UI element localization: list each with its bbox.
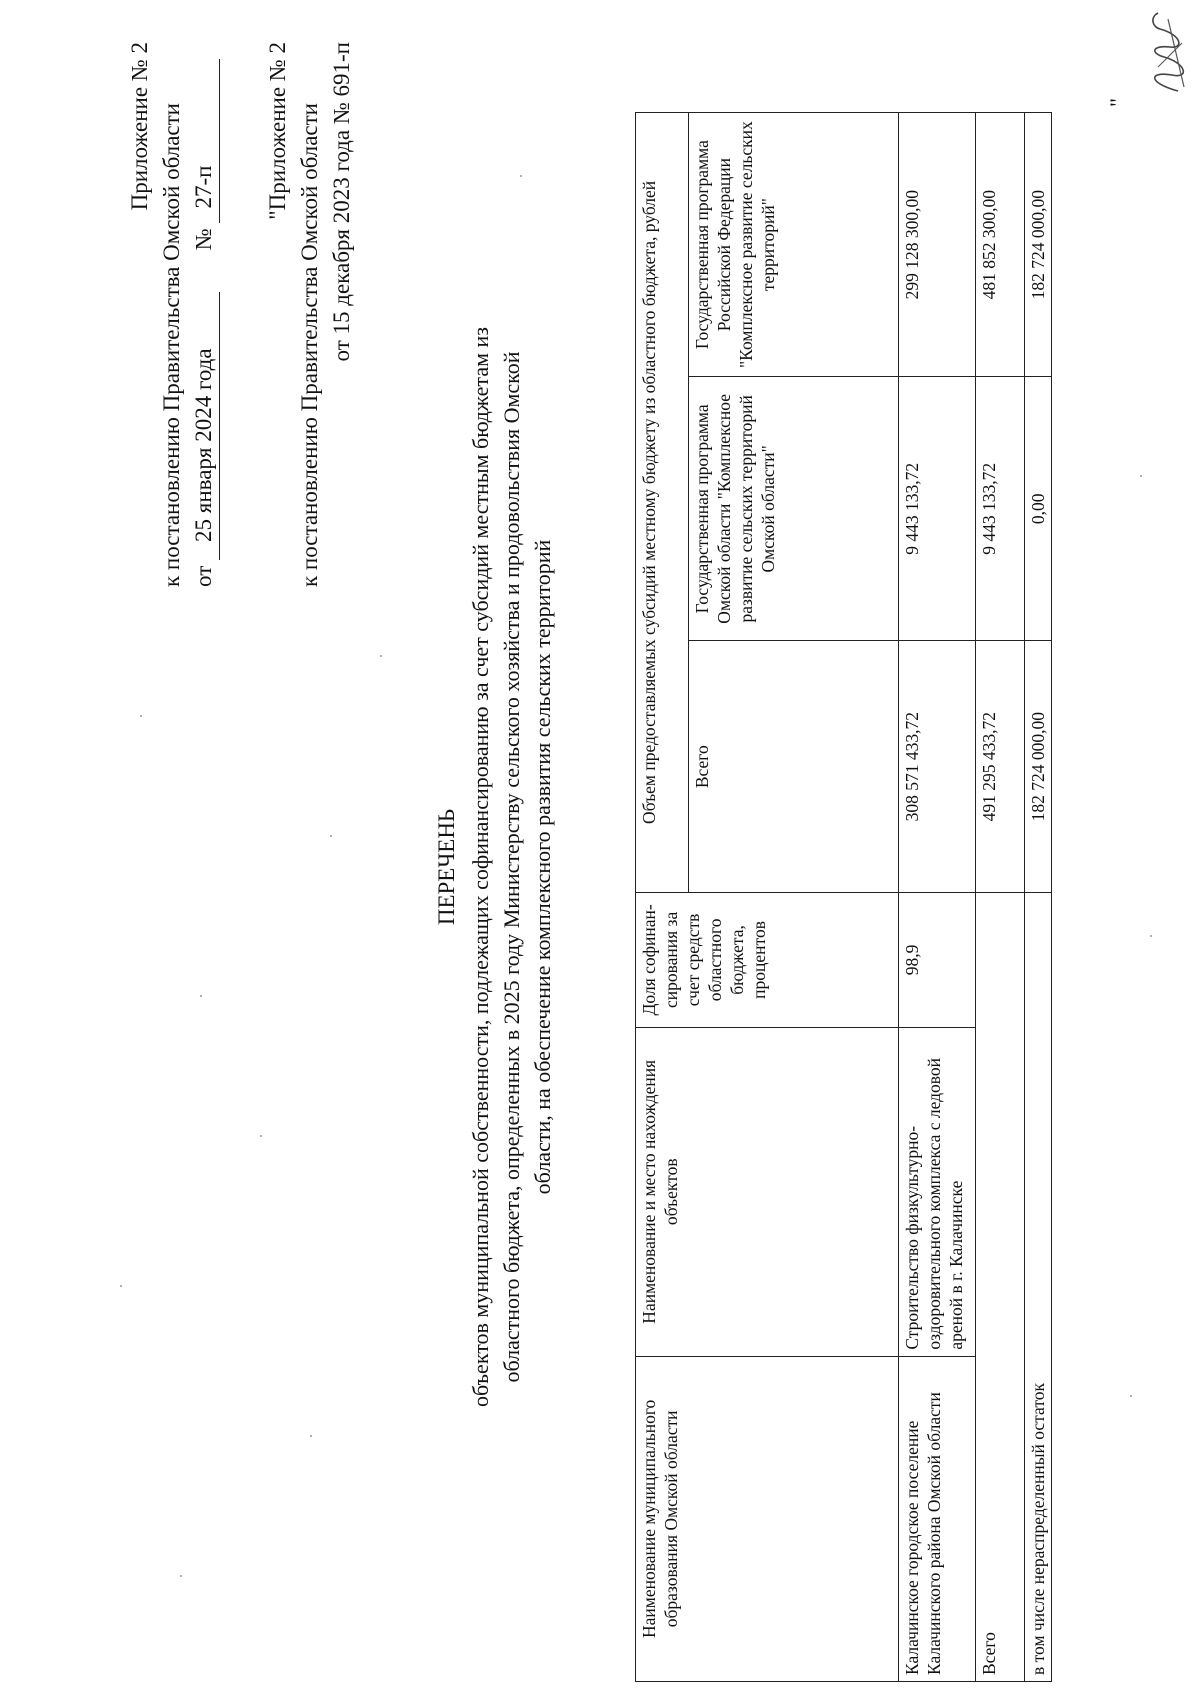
scan-speck — [180, 1575, 182, 1577]
col-regional-header: Государственная программа Омской области "Комплексное развитие сельских территорий Омской области" — [689, 377, 899, 641]
cell-federal: 299 128 300,00 — [899, 113, 976, 377]
cell-municipality: Калачинское городское поселение Калачинского района Омской области — [899, 1356, 976, 1681]
scan-speck — [520, 175, 522, 177]
cell-total-sum: 491 295 433,72 — [976, 641, 1025, 892]
resolution-old-ref: к постановлению Правительства Омской области — [297, 103, 322, 587]
resolution-number: 27-п — [188, 59, 220, 223]
table-header-row-1 — [636, 113, 689, 1682]
cell-unallocated-sum: 182 724 000,00 — [1025, 641, 1052, 892]
closing-quote: " — [1105, 98, 1130, 107]
cell-total-label: Всего — [976, 892, 1025, 1681]
col-object-header: Наименование и место нахождения объектов — [636, 1027, 899, 1356]
col-federal-header: Государственная программа Российской Федерации "Комплексное развитие сельских территорий" — [689, 113, 899, 377]
handwritten-signature — [1138, 7, 1198, 97]
col-total-header: Всего — [689, 641, 899, 892]
cell-total-federal: 481 852 300,00 — [976, 113, 1025, 377]
cell-unallocated-regional: 0,00 — [1025, 377, 1052, 641]
cell-share: 98,9 — [899, 892, 976, 1027]
cell-unallocated-federal: 182 724 000,00 — [1025, 113, 1052, 377]
resolution-date-line — [188, 59, 220, 587]
col-municipality-header: Наименование муниципального образования Омской области — [636, 1356, 899, 1681]
table-row-unallocated — [1025, 113, 1052, 1682]
date-prefix: от — [191, 565, 216, 587]
table-row — [899, 113, 976, 1682]
scan-speck — [1130, 1395, 1132, 1397]
document-heading: ПЕРЕЧЕНЬ — [434, 808, 459, 926]
title-line-2: областного бюджета, определенных в 2025 году Министерству сельского хозяйства и продовольствия Омской — [499, 351, 524, 1383]
resolution-ref: к постановлению Правительства Омской области — [159, 103, 184, 587]
scan-speck — [1150, 935, 1152, 937]
scan-speck — [380, 655, 382, 657]
cell-unallocated-label: в том числе нераспределенный остаток — [1025, 892, 1052, 1681]
appendix-new-label: Приложение № 2 — [127, 42, 152, 211]
scan-speck — [260, 1135, 262, 1137]
appendix-old-label: "Приложение № 2 — [265, 42, 290, 220]
cell-regional: 9 443 133,72 — [899, 377, 976, 641]
title-line-1: объектов муниципальной собственности, подлежащих софинансированию за счет субсидий местным бюджетам из — [468, 327, 493, 1407]
scan-speck — [120, 1285, 122, 1287]
cell-object: Строительство физкультурно-оздоровительного комплекса с ледовой ареной в г. Калачинске — [899, 1027, 976, 1356]
title-line-3: области, на обеспечение комплексного развития сельских территорий — [530, 539, 555, 1195]
col-share-header: Доля софинан-сирования за счет средств областного бюджета, процентов — [636, 892, 899, 1027]
col-subsidy-group-header: Объем предоставляемых субсидий местному бюджету из областного бюджета, рублей — [636, 113, 689, 893]
scan-speck — [140, 715, 142, 717]
table-row-total — [976, 113, 1025, 1682]
scan-speck — [310, 1435, 312, 1437]
scan-speck — [200, 995, 202, 997]
scan-speck — [1140, 475, 1142, 477]
cell-total-regional: 9 443 133,72 — [976, 377, 1025, 641]
scan-speck — [330, 835, 332, 837]
objects-table — [635, 112, 1052, 1682]
number-prefix: № — [191, 228, 216, 251]
resolution-old-date: от 15 декабря 2023 года № 691-п — [329, 42, 354, 362]
resolution-date: 25 января 2024 года — [188, 292, 220, 560]
cell-total: 308 571 433,72 — [899, 641, 976, 892]
